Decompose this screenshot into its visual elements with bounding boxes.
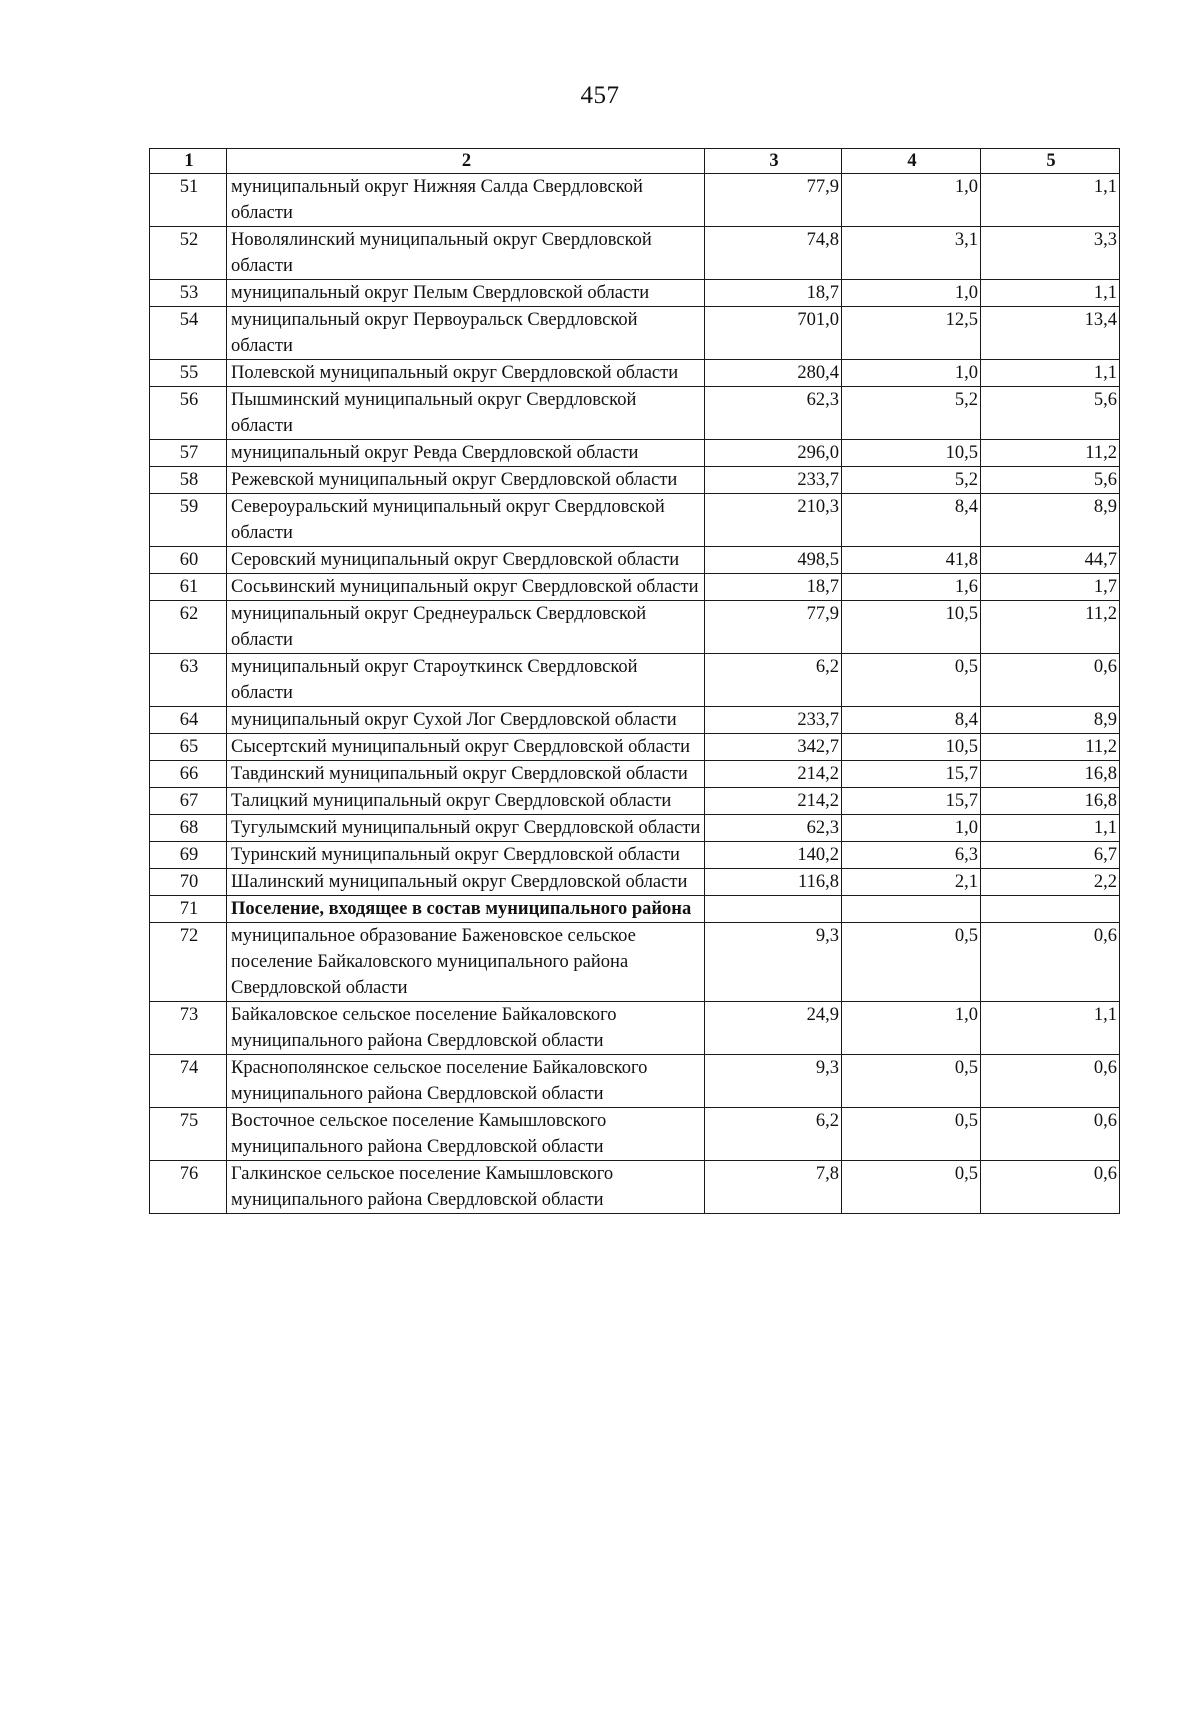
row-value-col4: 1,0 (842, 815, 981, 842)
table-row (150, 307, 1120, 360)
row-number: 61 (150, 574, 227, 601)
row-name: Тавдинский муниципальный округ Свердловской области (227, 761, 705, 788)
table-row (150, 1161, 1120, 1214)
row-name: муниципальный округ Пелым Свердловской области (227, 280, 705, 307)
row-name: Поселение, входящее в состав муниципального района (227, 896, 705, 923)
row-value-col3: 116,8 (705, 869, 842, 896)
row-value-col4: 6,3 (842, 842, 981, 869)
table-row (150, 788, 1120, 815)
row-value-col5: 0,6 (981, 654, 1120, 707)
row-number: 65 (150, 734, 227, 761)
row-value-col3: 342,7 (705, 734, 842, 761)
row-name: муниципальное образование Баженовское сельское поселение Байкаловского муниципального района Свердловской области (227, 923, 705, 1002)
row-value-col4: 41,8 (842, 547, 981, 574)
column-header-3: 3 (705, 149, 842, 174)
page-number: 457 (580, 82, 620, 109)
row-number: 62 (150, 601, 227, 654)
table-row (150, 440, 1120, 467)
row-value-col4: 1,6 (842, 574, 981, 601)
row-value-col4: 0,5 (842, 1161, 981, 1214)
table-row (150, 601, 1120, 654)
row-value-col5: 1,1 (981, 280, 1120, 307)
row-name: Шалинский муниципальный округ Свердловской области (227, 869, 705, 896)
table-row (150, 815, 1120, 842)
table-row (150, 227, 1120, 280)
row-value-col5: 11,2 (981, 440, 1120, 467)
row-value-col5: 16,8 (981, 761, 1120, 788)
row-number: 63 (150, 654, 227, 707)
row-value-col5: 1,1 (981, 815, 1120, 842)
table-row (150, 547, 1120, 574)
row-value-col5: 0,6 (981, 1055, 1120, 1108)
row-value-col4: 3,1 (842, 227, 981, 280)
row-value-col5: 44,7 (981, 547, 1120, 574)
row-name: Восточное сельское поселение Камышловского муниципального района Свердловской области (227, 1108, 705, 1161)
row-value-col5: 13,4 (981, 307, 1120, 360)
table-row (150, 280, 1120, 307)
row-number: 54 (150, 307, 227, 360)
row-name: Новолялинский муниципальный округ Свердловской области (227, 227, 705, 280)
row-value-col3: 233,7 (705, 707, 842, 734)
row-value-col3: 233,7 (705, 467, 842, 494)
row-value-col3: 296,0 (705, 440, 842, 467)
row-name: Полевской муниципальный округ Свердловской области (227, 360, 705, 387)
row-number: 69 (150, 842, 227, 869)
row-value-col5: 11,2 (981, 601, 1120, 654)
table-row (150, 1055, 1120, 1108)
table-row (150, 869, 1120, 896)
table-row (150, 707, 1120, 734)
column-header-2: 2 (227, 149, 705, 174)
row-value-col3: 210,3 (705, 494, 842, 547)
row-name: муниципальный округ Первоуральск Свердловской области (227, 307, 705, 360)
row-number: 57 (150, 440, 227, 467)
row-value-col4 (842, 896, 981, 923)
row-value-col5: 0,6 (981, 1161, 1120, 1214)
row-number: 55 (150, 360, 227, 387)
table-row (150, 360, 1120, 387)
row-value-col3: 7,8 (705, 1161, 842, 1214)
row-name: муниципальный округ Среднеуральск Свердловской области (227, 601, 705, 654)
column-header-1: 1 (150, 149, 227, 174)
row-value-col3: 62,3 (705, 815, 842, 842)
row-name: Сосьвинский муниципальный округ Свердловской области (227, 574, 705, 601)
row-value-col4: 2,1 (842, 869, 981, 896)
row-number: 71 (150, 896, 227, 923)
row-name: муниципальный округ Староуткинск Свердловской области (227, 654, 705, 707)
row-value-col5: 1,7 (981, 574, 1120, 601)
data-table (149, 148, 1120, 1214)
row-value-col5: 3,3 (981, 227, 1120, 280)
row-value-col5: 11,2 (981, 734, 1120, 761)
row-number: 52 (150, 227, 227, 280)
row-value-col3 (705, 896, 842, 923)
row-value-col5: 1,1 (981, 174, 1120, 227)
row-value-col3: 280,4 (705, 360, 842, 387)
row-value-col4: 1,0 (842, 280, 981, 307)
row-number: 67 (150, 788, 227, 815)
row-number: 72 (150, 923, 227, 1002)
row-number: 73 (150, 1002, 227, 1055)
row-value-col3: 9,3 (705, 1055, 842, 1108)
row-value-col3: 24,9 (705, 1002, 842, 1055)
row-number: 53 (150, 280, 227, 307)
table-row (150, 174, 1120, 227)
row-value-col3: 77,9 (705, 601, 842, 654)
row-value-col4: 0,5 (842, 654, 981, 707)
row-value-col3: 18,7 (705, 280, 842, 307)
row-value-col3: 140,2 (705, 842, 842, 869)
column-header-4: 4 (842, 149, 981, 174)
row-number: 70 (150, 869, 227, 896)
row-name: Талицкий муниципальный округ Свердловской области (227, 788, 705, 815)
row-name: Байкаловское сельское поселение Байкаловского муниципального района Свердловской области (227, 1002, 705, 1055)
row-name: муниципальный округ Ревда Свердловской области (227, 440, 705, 467)
row-value-col5: 8,9 (981, 494, 1120, 547)
row-value-col5: 1,1 (981, 360, 1120, 387)
row-name: Режевской муниципальный округ Свердловской области (227, 467, 705, 494)
row-value-col4: 5,2 (842, 467, 981, 494)
row-number: 59 (150, 494, 227, 547)
row-number: 74 (150, 1055, 227, 1108)
row-name: муниципальный округ Сухой Лог Свердловской области (227, 707, 705, 734)
row-value-col4: 1,0 (842, 174, 981, 227)
row-value-col4: 0,5 (842, 923, 981, 1002)
row-name: Туринский муниципальный округ Свердловской области (227, 842, 705, 869)
row-value-col4: 10,5 (842, 734, 981, 761)
row-value-col3: 18,7 (705, 574, 842, 601)
row-value-col4: 0,5 (842, 1055, 981, 1108)
row-value-col3: 74,8 (705, 227, 842, 280)
row-value-col3: 62,3 (705, 387, 842, 440)
row-value-col5: 16,8 (981, 788, 1120, 815)
table-row (150, 654, 1120, 707)
row-number: 66 (150, 761, 227, 788)
row-number: 51 (150, 174, 227, 227)
row-value-col5: 8,9 (981, 707, 1120, 734)
row-value-col4: 10,5 (842, 601, 981, 654)
row-number: 60 (150, 547, 227, 574)
row-value-col3: 6,2 (705, 654, 842, 707)
row-value-col5: 6,7 (981, 842, 1120, 869)
row-name: муниципальный округ Нижняя Салда Свердловской области (227, 174, 705, 227)
table-row (150, 896, 1120, 923)
table-row (150, 761, 1120, 788)
table-body (150, 174, 1120, 1214)
row-value-col4: 1,0 (842, 1002, 981, 1055)
row-value-col4: 1,0 (842, 360, 981, 387)
row-value-col4: 0,5 (842, 1108, 981, 1161)
row-name: Тугулымский муниципальный округ Свердловской области (227, 815, 705, 842)
row-value-col5: 2,2 (981, 869, 1120, 896)
table-row (150, 387, 1120, 440)
row-name: Краснополянское сельское поселение Байкаловского муниципального района Свердловской области (227, 1055, 705, 1108)
column-header-5: 5 (981, 149, 1120, 174)
table-row (150, 494, 1120, 547)
row-name: Серовский муниципальный округ Свердловской области (227, 547, 705, 574)
table-row (150, 1002, 1120, 1055)
row-value-col5: 5,6 (981, 467, 1120, 494)
row-value-col4: 10,5 (842, 440, 981, 467)
row-number: 75 (150, 1108, 227, 1161)
row-value-col4: 8,4 (842, 707, 981, 734)
table-row (150, 842, 1120, 869)
table-row (150, 574, 1120, 601)
row-value-col4: 5,2 (842, 387, 981, 440)
row-value-col3: 498,5 (705, 547, 842, 574)
row-name: Североуральский муниципальный округ Свердловской области (227, 494, 705, 547)
row-value-col3: 701,0 (705, 307, 842, 360)
row-name: Галкинское сельское поселение Камышловского муниципального района Свердловской области (227, 1161, 705, 1214)
row-name: Сысертский муниципальный округ Свердловской области (227, 734, 705, 761)
table-row (150, 467, 1120, 494)
row-number: 58 (150, 467, 227, 494)
row-number: 76 (150, 1161, 227, 1214)
row-value-col3: 77,9 (705, 174, 842, 227)
row-value-col3: 214,2 (705, 761, 842, 788)
row-value-col5: 0,6 (981, 923, 1120, 1002)
row-value-col3: 9,3 (705, 923, 842, 1002)
row-value-col4: 12,5 (842, 307, 981, 360)
row-value-col5: 1,1 (981, 1002, 1120, 1055)
row-value-col5 (981, 896, 1120, 923)
row-value-col4: 15,7 (842, 788, 981, 815)
row-number: 64 (150, 707, 227, 734)
row-value-col3: 214,2 (705, 788, 842, 815)
row-value-col5: 0,6 (981, 1108, 1120, 1161)
row-value-col3: 6,2 (705, 1108, 842, 1161)
table-row (150, 1108, 1120, 1161)
row-name: Пышминский муниципальный округ Свердловской области (227, 387, 705, 440)
row-value-col4: 8,4 (842, 494, 981, 547)
row-number: 68 (150, 815, 227, 842)
table-row (150, 734, 1120, 761)
table-header-row (150, 149, 1120, 174)
row-value-col4: 15,7 (842, 761, 981, 788)
row-number: 56 (150, 387, 227, 440)
row-value-col5: 5,6 (981, 387, 1120, 440)
table-row (150, 923, 1120, 1002)
